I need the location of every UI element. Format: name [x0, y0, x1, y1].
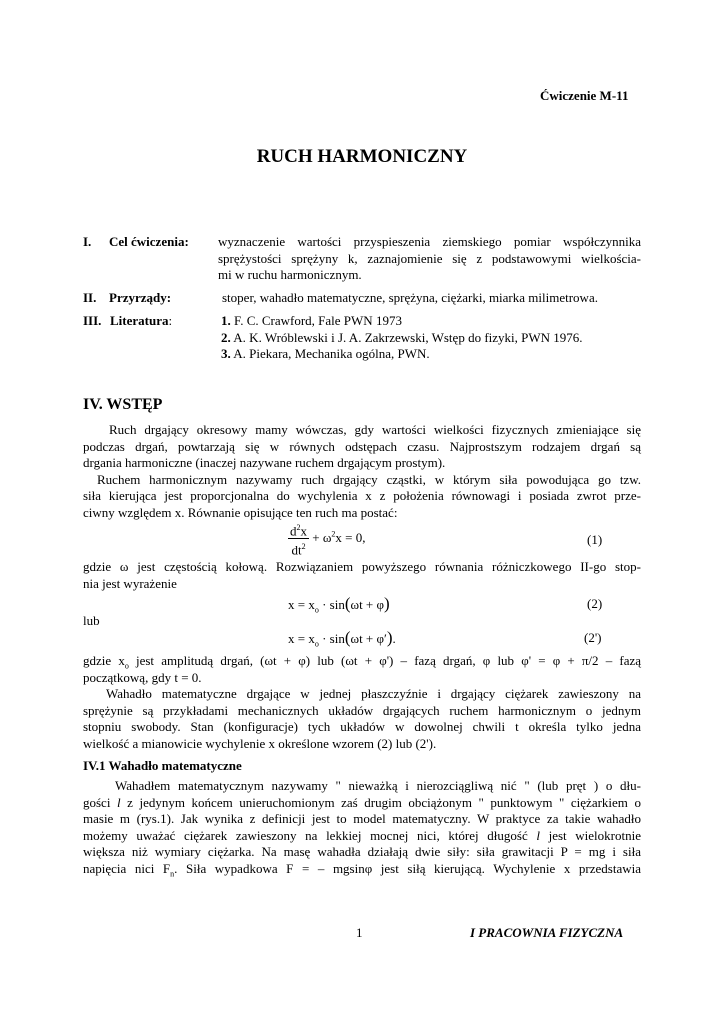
lit-item-2-num: 2.: [221, 329, 231, 345]
wstep-p1-line-3: drgania harmoniczne (inaczej nazywane ruchem drgającym prostym).: [83, 455, 446, 471]
lub-text: lub: [83, 613, 100, 628]
lit-item-1-num: 1.: [221, 313, 231, 328]
wstep-p2-line-3: ciwny względem x. Równanie opisujące ten ruch ma postać:: [83, 505, 398, 520]
wstep-p5-line-2: sprężynie są przykładami mechanicznych układów drgających ruchem harmonicznym o jednym: [83, 702, 641, 718]
wstep-p5-line-4: wielkość a mianowicie wychylenie x określone wzorem (2) lub (2').: [83, 736, 437, 751]
lit-item-2-text: A. K. Wróblewski i J. A. Zakrzewski, Wstęp do fizyki, PWN 1976.: [233, 329, 583, 345]
section-cel-line-1: wyznaczenie wartości przyspieszenia ziemskiego pomiar współczynnika: [218, 234, 641, 249]
section-przyrzady-text: stoper, wahadło matematyczne, sprężyna, ciężarki, miarka milimetrowa.: [222, 290, 598, 305]
lit-item-3-num: 3.: [221, 346, 231, 362]
footer-lab-name: I PRACOWNIA FIZYCZNA: [470, 925, 624, 940]
section-przyrzady-num: II.: [83, 290, 97, 305]
page-number: 1: [356, 925, 363, 940]
wstep-p4-line-2: początkową, gdy t = 0.: [83, 669, 202, 685]
equation-1: [288, 520, 365, 558]
equation-2-prime-label: (2'): [584, 630, 602, 645]
wahadlo-line-6: napięcia nici $F_n$. Siła wypadkowa F = – mgsinφ jest siłą kierującą. Wychylenie x przedstawia: [83, 861, 641, 879]
section-literatura-colon: :: [168, 313, 173, 328]
section-cel-num: I.: [83, 234, 92, 249]
equation-2-label: (2): [587, 596, 603, 611]
wstep-p2-line-2: siła kierująca jest proporcjonalna do wychylenia x z położenia równowagi i posiada zwrot prze-: [83, 488, 641, 504]
wstep-p3-line-1: gdzie ω jest częstością kołową. Rozwiązaniem powyższego równania różniczkowego II-go stop-: [83, 559, 641, 574]
wstep-p2-line-1: Ruchem harmonicznym nazywamy ruch drgający cząstki, w którym siła powodująca go tzw.: [97, 471, 641, 487]
section-wahadlo-heading: IV.1 Wahadło matematyczne: [83, 758, 242, 773]
section-cel-label: Cel ćwiczenia:: [109, 234, 189, 249]
wahadlo-line-3: masie m (rys.1). Jak wynika z definicji jest to model matematyczny. W praktyce za takie wahadło: [83, 811, 641, 827]
wahadlo-line-4: możemy uważać ciężarek zawieszony na lekkiej mocnej nici, której długość l jest wielokrotnie: [83, 827, 641, 843]
wahadlo-line-2: gości l z jedynym końcem unieruchomionym zaś drugim obciążonym " punktowym " ciężarkiem o: [83, 794, 641, 810]
section-przyrzady-label: Przyrządy:: [109, 290, 172, 305]
eq1-numerator: $d^2x$: [288, 520, 309, 539]
lit-item-3: [221, 346, 430, 363]
lit-item-2: [221, 330, 583, 347]
lit-item-1: [221, 313, 402, 330]
wahadlo-line-1: Wahadłem matematycznym nazywamy " nieważką i nierozciągliwą nić " (lub pręt ) o dłu-: [115, 778, 641, 793]
equation-2-prime: $x = x_o \cdot \sin(\omega t + \varphi')$.: [288, 628, 396, 649]
wstep-p4-line-1: gdzie $x_o$ jest amplitudą drgań, (ωt + φ) lub (ωt + φ') – fazą drgań, φ lub φ' = φ + π/2 – fazą: [83, 653, 642, 671]
wstep-p1-line-2: podczas drgań, powtarzają się w równych odstępach czasu. Najprostszym rodzajem drgań są: [83, 438, 641, 454]
section-literatura-num: III.: [83, 313, 102, 328]
equation-2: $x = x_o \cdot \sin(\omega t + \varphi)$: [288, 594, 390, 615]
section-literatura-label: Literatura: [110, 313, 169, 328]
section-cel-line-2: sprężystości sprężyny k, zaznajomienie się z podstawowymi wielkościa-: [218, 250, 641, 266]
wstep-p3-line-2: nia jest wyrażenie: [83, 575, 177, 591]
wstep-p5-line-1: Wahadło matematyczne drgające w jednej płaszczyźnie i drgający ciężarek zawieszony na: [106, 686, 641, 702]
section-cel-line-3: mi w ruchu harmonicznym.: [218, 267, 362, 283]
exercise-code: Ćwiczenie M-11: [540, 88, 629, 103]
page-title: RUCH HARMONICZNY: [256, 146, 468, 167]
eq1-fraction: [288, 520, 309, 558]
lit-item-1-text: F. C. Crawford, Fale PWN 1973: [234, 313, 402, 328]
eq1-rest: + $\omega^2x = 0$,: [312, 529, 366, 545]
wstep-p5-line-3: stopniu swobody. Stan (konfiguracje) tych układów w dowolnej chwili t określa tylko jedna: [83, 719, 641, 735]
section-wstep-heading: IV. WSTĘP: [83, 396, 163, 413]
wstep-p1-line-1: Ruch drgający okresowy mamy wówczas, gdy wartości wielkości fizycznych zmieniające się: [109, 422, 641, 437]
equation-1-label: (1): [587, 532, 603, 547]
wahadlo-line-5: większa niż wymiary ciężarka. Na masę wahadła działają dwie siły: siła grawitacji P = mg i siła: [83, 844, 641, 860]
eq1-denominator: $dt^2$: [291, 542, 306, 558]
section-literatura-label-wrap: [110, 313, 172, 330]
lit-item-3-text: A. Piekara, Mechanika ogólna, PWN.: [233, 346, 430, 362]
